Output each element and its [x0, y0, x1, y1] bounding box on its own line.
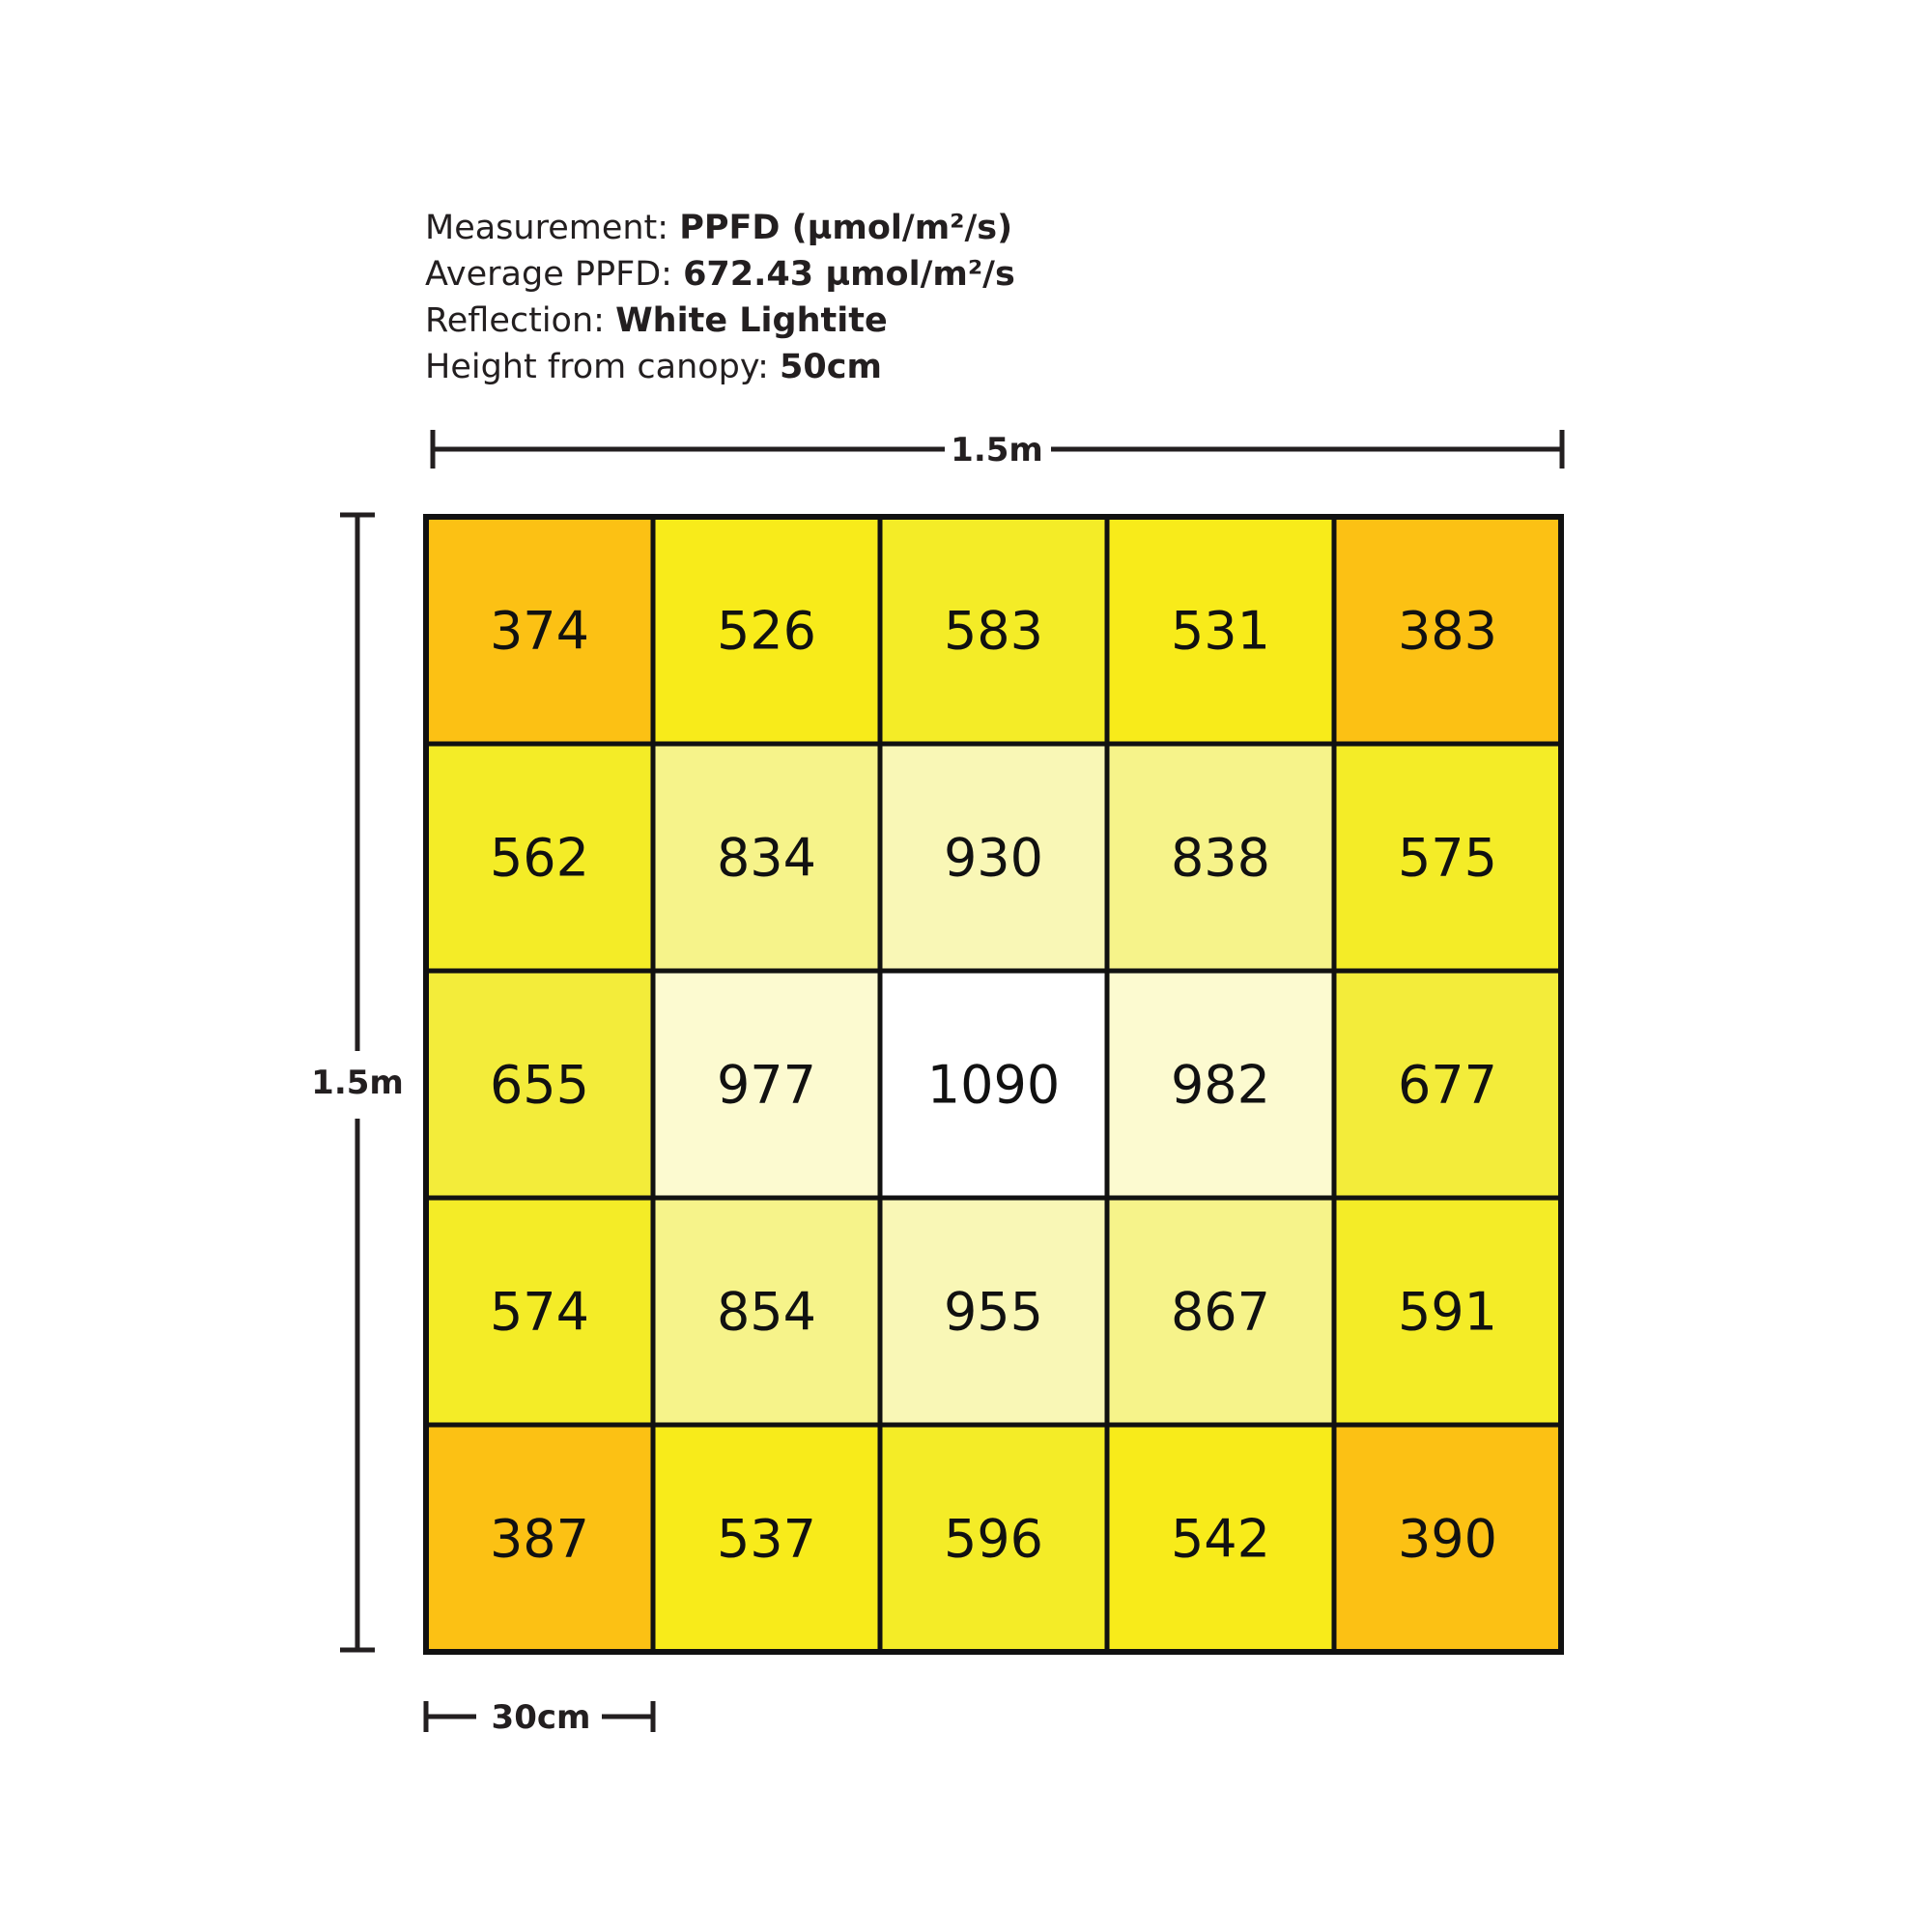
- heatmap-value-r4-c1: 574: [489, 1281, 590, 1343]
- heatmap-value-r1-c1: 374: [489, 600, 590, 662]
- height-dimension: [311, 515, 404, 1650]
- heatmap-value-r3-c1: 655: [489, 1054, 590, 1116]
- heatmap-grid: [426, 517, 1561, 1652]
- heatmap-value-r4-c4: 867: [1170, 1281, 1271, 1343]
- measurement-label: Measurement:: [425, 209, 680, 247]
- heatmap-value-r2-c4: 838: [1170, 827, 1271, 889]
- heatmap-value-r4-c3: 955: [943, 1281, 1044, 1343]
- average-ppfd-value: 672.43 µmol/m²/s: [683, 255, 1015, 294]
- reflection-value: White Lightite: [615, 301, 888, 340]
- heatmap-value-r1-c4: 531: [1170, 600, 1271, 662]
- heatmap-value-r1-c5: 383: [1397, 600, 1498, 662]
- heatmap-value-r4-c2: 854: [716, 1281, 817, 1343]
- cell-dimension-label: 30cm: [491, 1698, 591, 1737]
- heatmap-value-r3-c3: 1090: [926, 1054, 1061, 1116]
- height-dimension-label: 1.5m: [311, 1064, 404, 1102]
- heatmap-value-r5-c1: 387: [489, 1508, 590, 1570]
- height-label: Height from canopy:: [425, 348, 780, 386]
- heatmap-value-r3-c4: 982: [1170, 1054, 1271, 1116]
- heatmap-value-r5-c3: 596: [943, 1508, 1044, 1570]
- heatmap-value-r3-c2: 977: [716, 1054, 817, 1116]
- heatmap-value-r1-c2: 526: [716, 600, 817, 662]
- heatmap-value-r5-c5: 390: [1397, 1508, 1498, 1570]
- heatmap-value-r2-c5: 575: [1397, 827, 1498, 889]
- reflection-label: Reflection:: [425, 301, 616, 340]
- heatmap-value-r5-c2: 537: [716, 1508, 817, 1570]
- heatmap-value-r2-c1: 562: [489, 827, 590, 889]
- measurement-value: PPFD (µmol/m²/s): [679, 209, 1013, 247]
- heatmap-value-r2-c2: 834: [716, 827, 817, 889]
- height-value: 50cm: [780, 348, 882, 386]
- heatmap-value-r1-c3: 583: [943, 600, 1044, 662]
- heatmap-value-r3-c5: 677: [1397, 1054, 1498, 1116]
- heatmap-value-r4-c5: 591: [1397, 1281, 1498, 1343]
- cell-dimension: [426, 1698, 653, 1737]
- heatmap-value-r5-c4: 542: [1170, 1508, 1271, 1570]
- width-dimension: [433, 430, 1562, 469]
- width-dimension-label: 1.5m: [951, 431, 1043, 469]
- average-ppfd-label: Average PPFD:: [425, 255, 684, 294]
- heatmap-value-r2-c3: 930: [943, 827, 1044, 889]
